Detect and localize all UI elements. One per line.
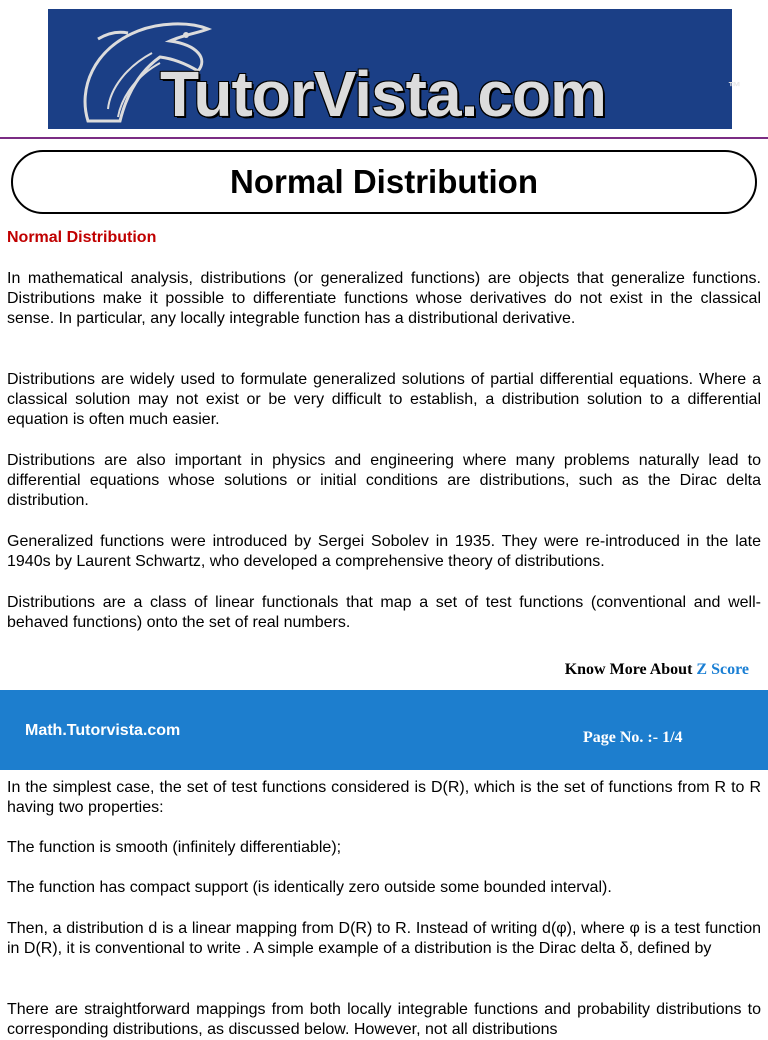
logo-text: TutorVista.com [160,58,606,130]
paragraph: In the simplest case, the set of test functions considered is D(R), which is the set of functions from R to R having two properties: [7,779,761,816]
paragraph: Distributions are also important in physics and engineering where many problems naturally lead to differential equations whose solutions or initial conditions are distributions, such as the Dirac delta distribution. [7,452,761,509]
z-score-link[interactable]: Z Score [696,661,749,678]
section-heading: Normal Distribution [7,229,157,246]
footer-site-link[interactable]: Math.Tutorvista.com [25,722,181,739]
paragraph: Distributions are widely used to formulate generalized solutions of partial differential equations. Where a classical solution may not exist or be very difficult to establish, a distribution solution to a differential equation is often much easier. [7,371,761,428]
paragraph: Then, a distribution d is a linear mapping from D(R) to R. Instead of writing d(φ), where φ is a test function in D(R), it is conventional to write . A simple example of a distribution is the Dirac delta δ, defined by [7,920,761,957]
paragraph: There are straightforward mappings from both locally integrable functions and probability distributions to corresponding distributions, as discussed below. However, not all distributions [7,1001,761,1038]
paragraph: The function is smooth (infinitely differentiable); [7,839,342,856]
paragraph: Distributions are a class of linear functionals that map a set of test functions (conventional and well-behaved functions) onto the set of real numbers. [7,594,761,631]
know-more-prefix: Know More About [564,661,693,678]
page-title: Normal Distribution [11,150,757,214]
page-footer-bar [0,690,768,770]
know-more-line [565,661,749,679]
page-number: Page No. :- 1/4 [583,729,683,746]
header-divider [0,137,768,139]
paragraph: The function has compact support (is identically zero outside some bounded interval). [7,879,612,896]
tutorvista-logo-banner [48,9,741,130]
paragraph: In mathematical analysis, distributions (or generalized functions) are objects that generalize functions. Distributions make it possible to differentiate functions whose derivatives do not exist in the classical sense. In particular, any locally integrable function has a distributional derivative. [7,270,761,327]
paragraph: Generalized functions were introduced by Sergei Sobolev in 1935. They were re-introduced in the late 1940s by Laurent Schwartz, who developed a comprehensive theory of distributions. [7,533,761,570]
logo-trademark: ™ [728,79,741,94]
